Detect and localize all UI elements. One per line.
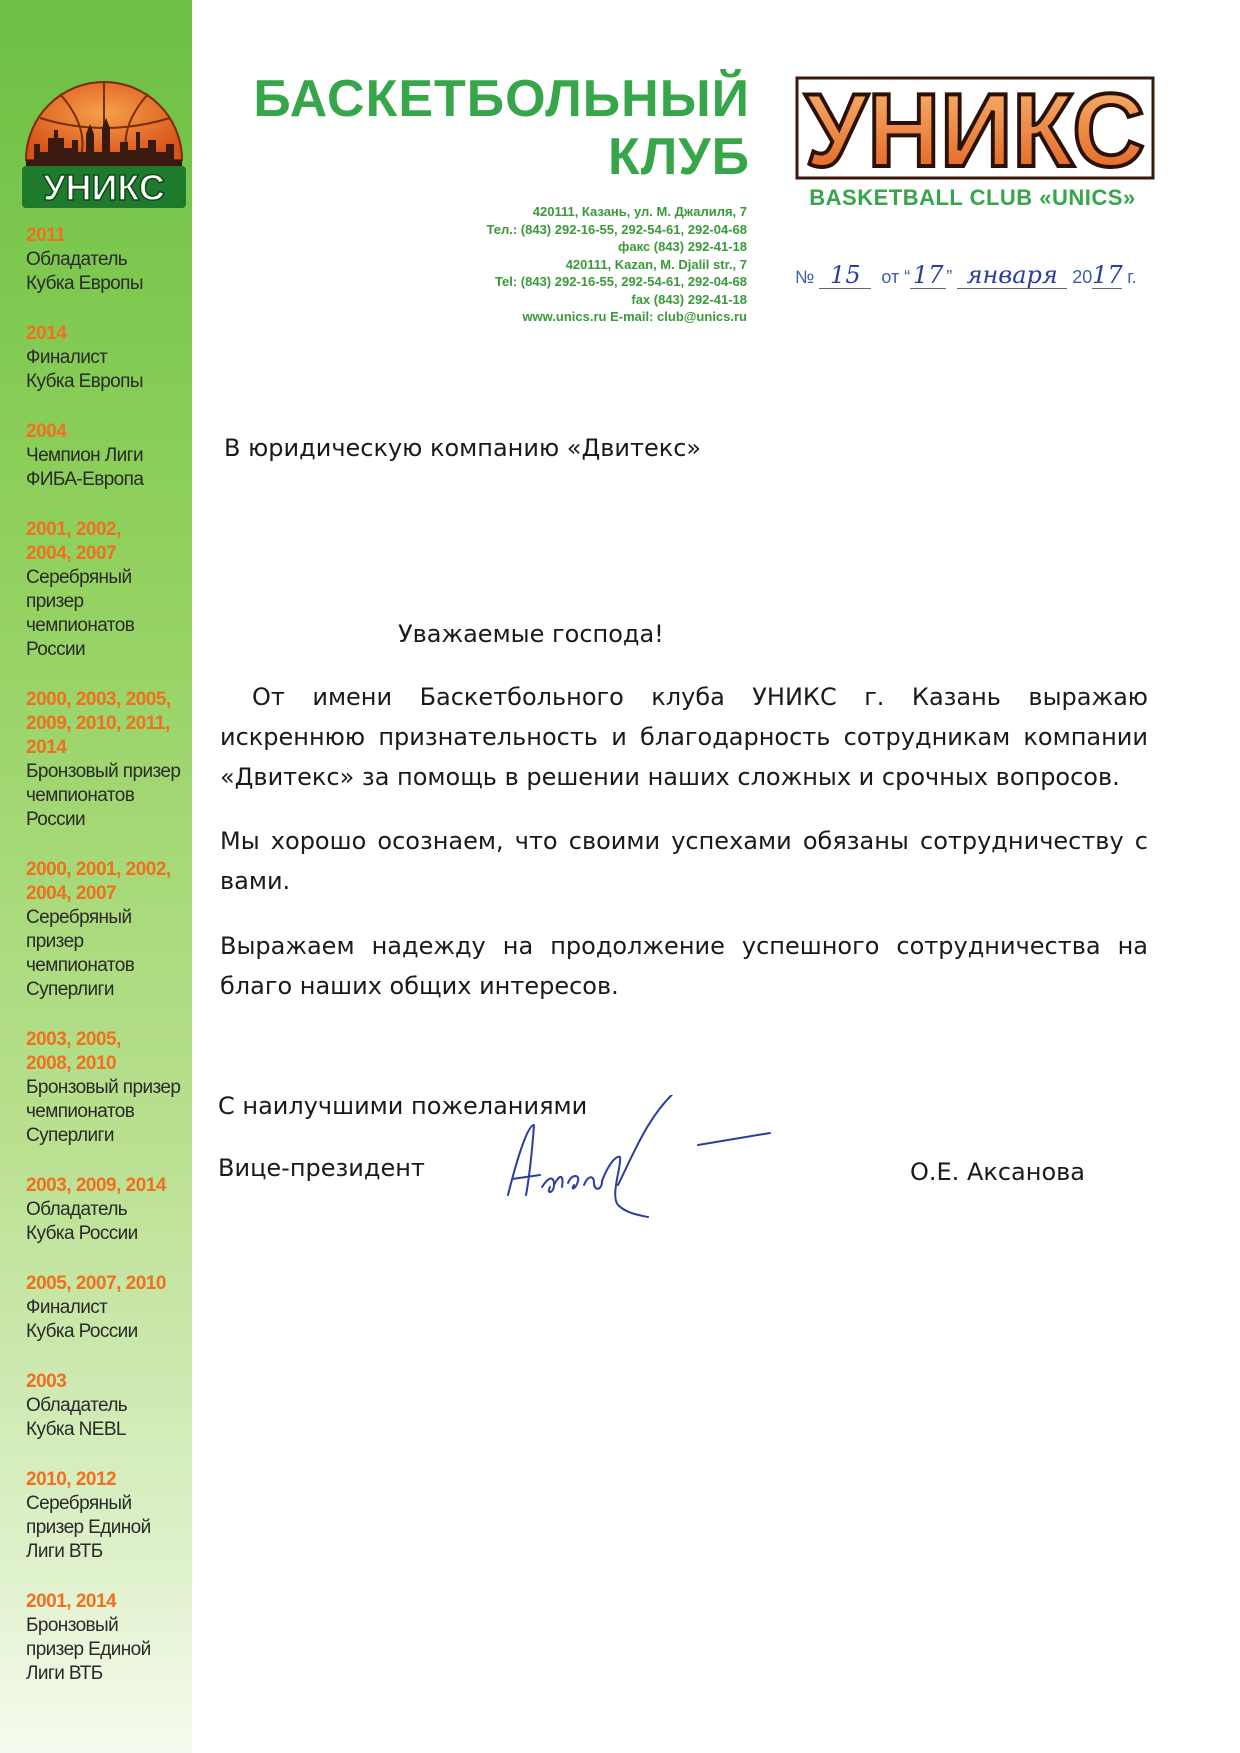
- achievement-item: [26, 224, 192, 296]
- ref-year-prefix: 20: [1072, 267, 1093, 287]
- achievement-years: 2003, 2009, 2014: [26, 1175, 166, 1196]
- achievement-text: Обладатель Кубка NEBL: [26, 1395, 128, 1440]
- achievement-item: [26, 688, 192, 832]
- achievement-years: 2000, 2001, 2002, 2004, 2007: [26, 859, 171, 904]
- achievement-text: Обладатель Кубка Европы: [26, 249, 143, 294]
- achievement-years: 2010, 2012: [26, 1469, 117, 1490]
- letter-paragraph-1: От имени Баскетбольного клуба УНИКС г. Казань выражаю искреннюю признательность и благодарность сотрудникам компании «Двитекс» за помощь в решении наших сложных и срочных вопросов.: [220, 683, 1148, 791]
- ref-number: 15: [819, 262, 871, 289]
- achievement-item: [26, 1028, 192, 1148]
- achievement-years: 2001, 2014: [26, 1591, 117, 1612]
- achievement-item: [26, 1468, 192, 1564]
- club-address: 420111, Казань, ул. М. Джалиля, 7 Тел.: (843) 292-16-55, 292-54-61, 292-04-68 факс (843) 292-41-18 420111, Kazan, M. Djalil str., 7 Tel: (843) 292-16-55, 292-54-61, 292-04-68 fax (843) 292-41-18 www.unics.ru E-mail: club@unics.ru: [486, 204, 747, 324]
- achievement-years: 2001, 2002, 2004, 2007: [26, 519, 121, 564]
- ref-no-label: №: [795, 267, 815, 287]
- achievement-item: [26, 1370, 192, 1442]
- club-title-line1: БАСКЕТБОЛЬНЫЙ: [253, 70, 750, 128]
- ref-day: 17: [910, 262, 946, 289]
- reference-line: № 15 от “ 17 ” января 2017 г.: [795, 261, 1137, 289]
- achievement-years: 2014: [26, 323, 67, 344]
- letter-closing: С наилучшими пожеланиями: [218, 1092, 588, 1120]
- achievement-item: [26, 1272, 192, 1344]
- letter-paragraph-2: Мы хорошо осознаем, что своими успехами обязаны сотрудничеству с вами.: [220, 827, 1148, 895]
- club-title-line2: КЛУБ: [608, 128, 750, 186]
- achievement-item: [26, 1174, 192, 1246]
- club-logo: [20, 68, 188, 208]
- achievement-text: Бронзовый призер Единой Лиги ВТБ: [26, 1615, 151, 1684]
- achievement-years: 2011: [26, 225, 66, 246]
- achievement-text: Обладатель Кубка России: [26, 1199, 138, 1244]
- ref-from-label: от: [881, 267, 900, 287]
- signer-name: О.Е. Аксанова: [910, 1158, 1085, 1186]
- achievement-text: Серебряный призер Единой Лиги ВТБ: [26, 1493, 151, 1562]
- achievement-years: 2000, 2003, 2005, 2009, 2010, 2011, 2014: [26, 689, 171, 758]
- achievements-sidebar: [0, 0, 192, 1753]
- ref-year-suffix: 17: [1092, 261, 1123, 289]
- achievement-item: [26, 420, 192, 492]
- achievement-text: Чемпион Лиги ФИБА-Европа: [26, 445, 144, 490]
- achievement-years: 2003, 2005, 2008, 2010: [26, 1029, 121, 1074]
- achievement-text: Бронзовый призер чемпионатов России: [26, 761, 181, 830]
- handwritten-signature: [498, 1095, 778, 1245]
- brand-logotype: [795, 76, 1155, 180]
- achievement-item: [26, 1590, 192, 1686]
- achievements-list: [26, 224, 192, 1712]
- achievement-text: Финалист Кубка Европы: [26, 347, 143, 392]
- letter-salutation: Уважаемые господа!: [398, 620, 664, 648]
- ref-year-label: г.: [1127, 267, 1137, 287]
- achievement-text: Серебряный призер чемпионатов России: [26, 567, 135, 660]
- achievement-text: Серебряный призер чемпионатов Суперлиги: [26, 907, 135, 1000]
- signer-title: Вице-президент: [218, 1154, 425, 1182]
- achievement-item: [26, 858, 192, 1002]
- achievement-item: [26, 322, 192, 394]
- letter-paragraph-3: Выражаем надежду на продолжение успешного сотрудничества на благо наших общих интересов.: [220, 932, 1148, 1000]
- achievement-years: 2003: [26, 1371, 67, 1392]
- achievement-item: [26, 518, 192, 662]
- achievement-text: Бронзовый призер чемпионатов Суперлиги: [26, 1077, 181, 1146]
- logo-text: УНИКС: [43, 167, 165, 208]
- ref-month: января: [957, 262, 1067, 289]
- achievement-text: Финалист Кубка России: [26, 1297, 138, 1342]
- brand-subtitle: BASKETBALL CLUB «UNICS»: [809, 185, 1136, 210]
- achievement-years: 2004: [26, 421, 67, 442]
- club-title: [230, 70, 750, 186]
- achievement-years: 2005, 2007, 2010: [26, 1273, 166, 1294]
- letter-recipient: В юридическую компанию «Двитекс»: [224, 434, 702, 462]
- brand-name: УНИКС: [805, 76, 1145, 180]
